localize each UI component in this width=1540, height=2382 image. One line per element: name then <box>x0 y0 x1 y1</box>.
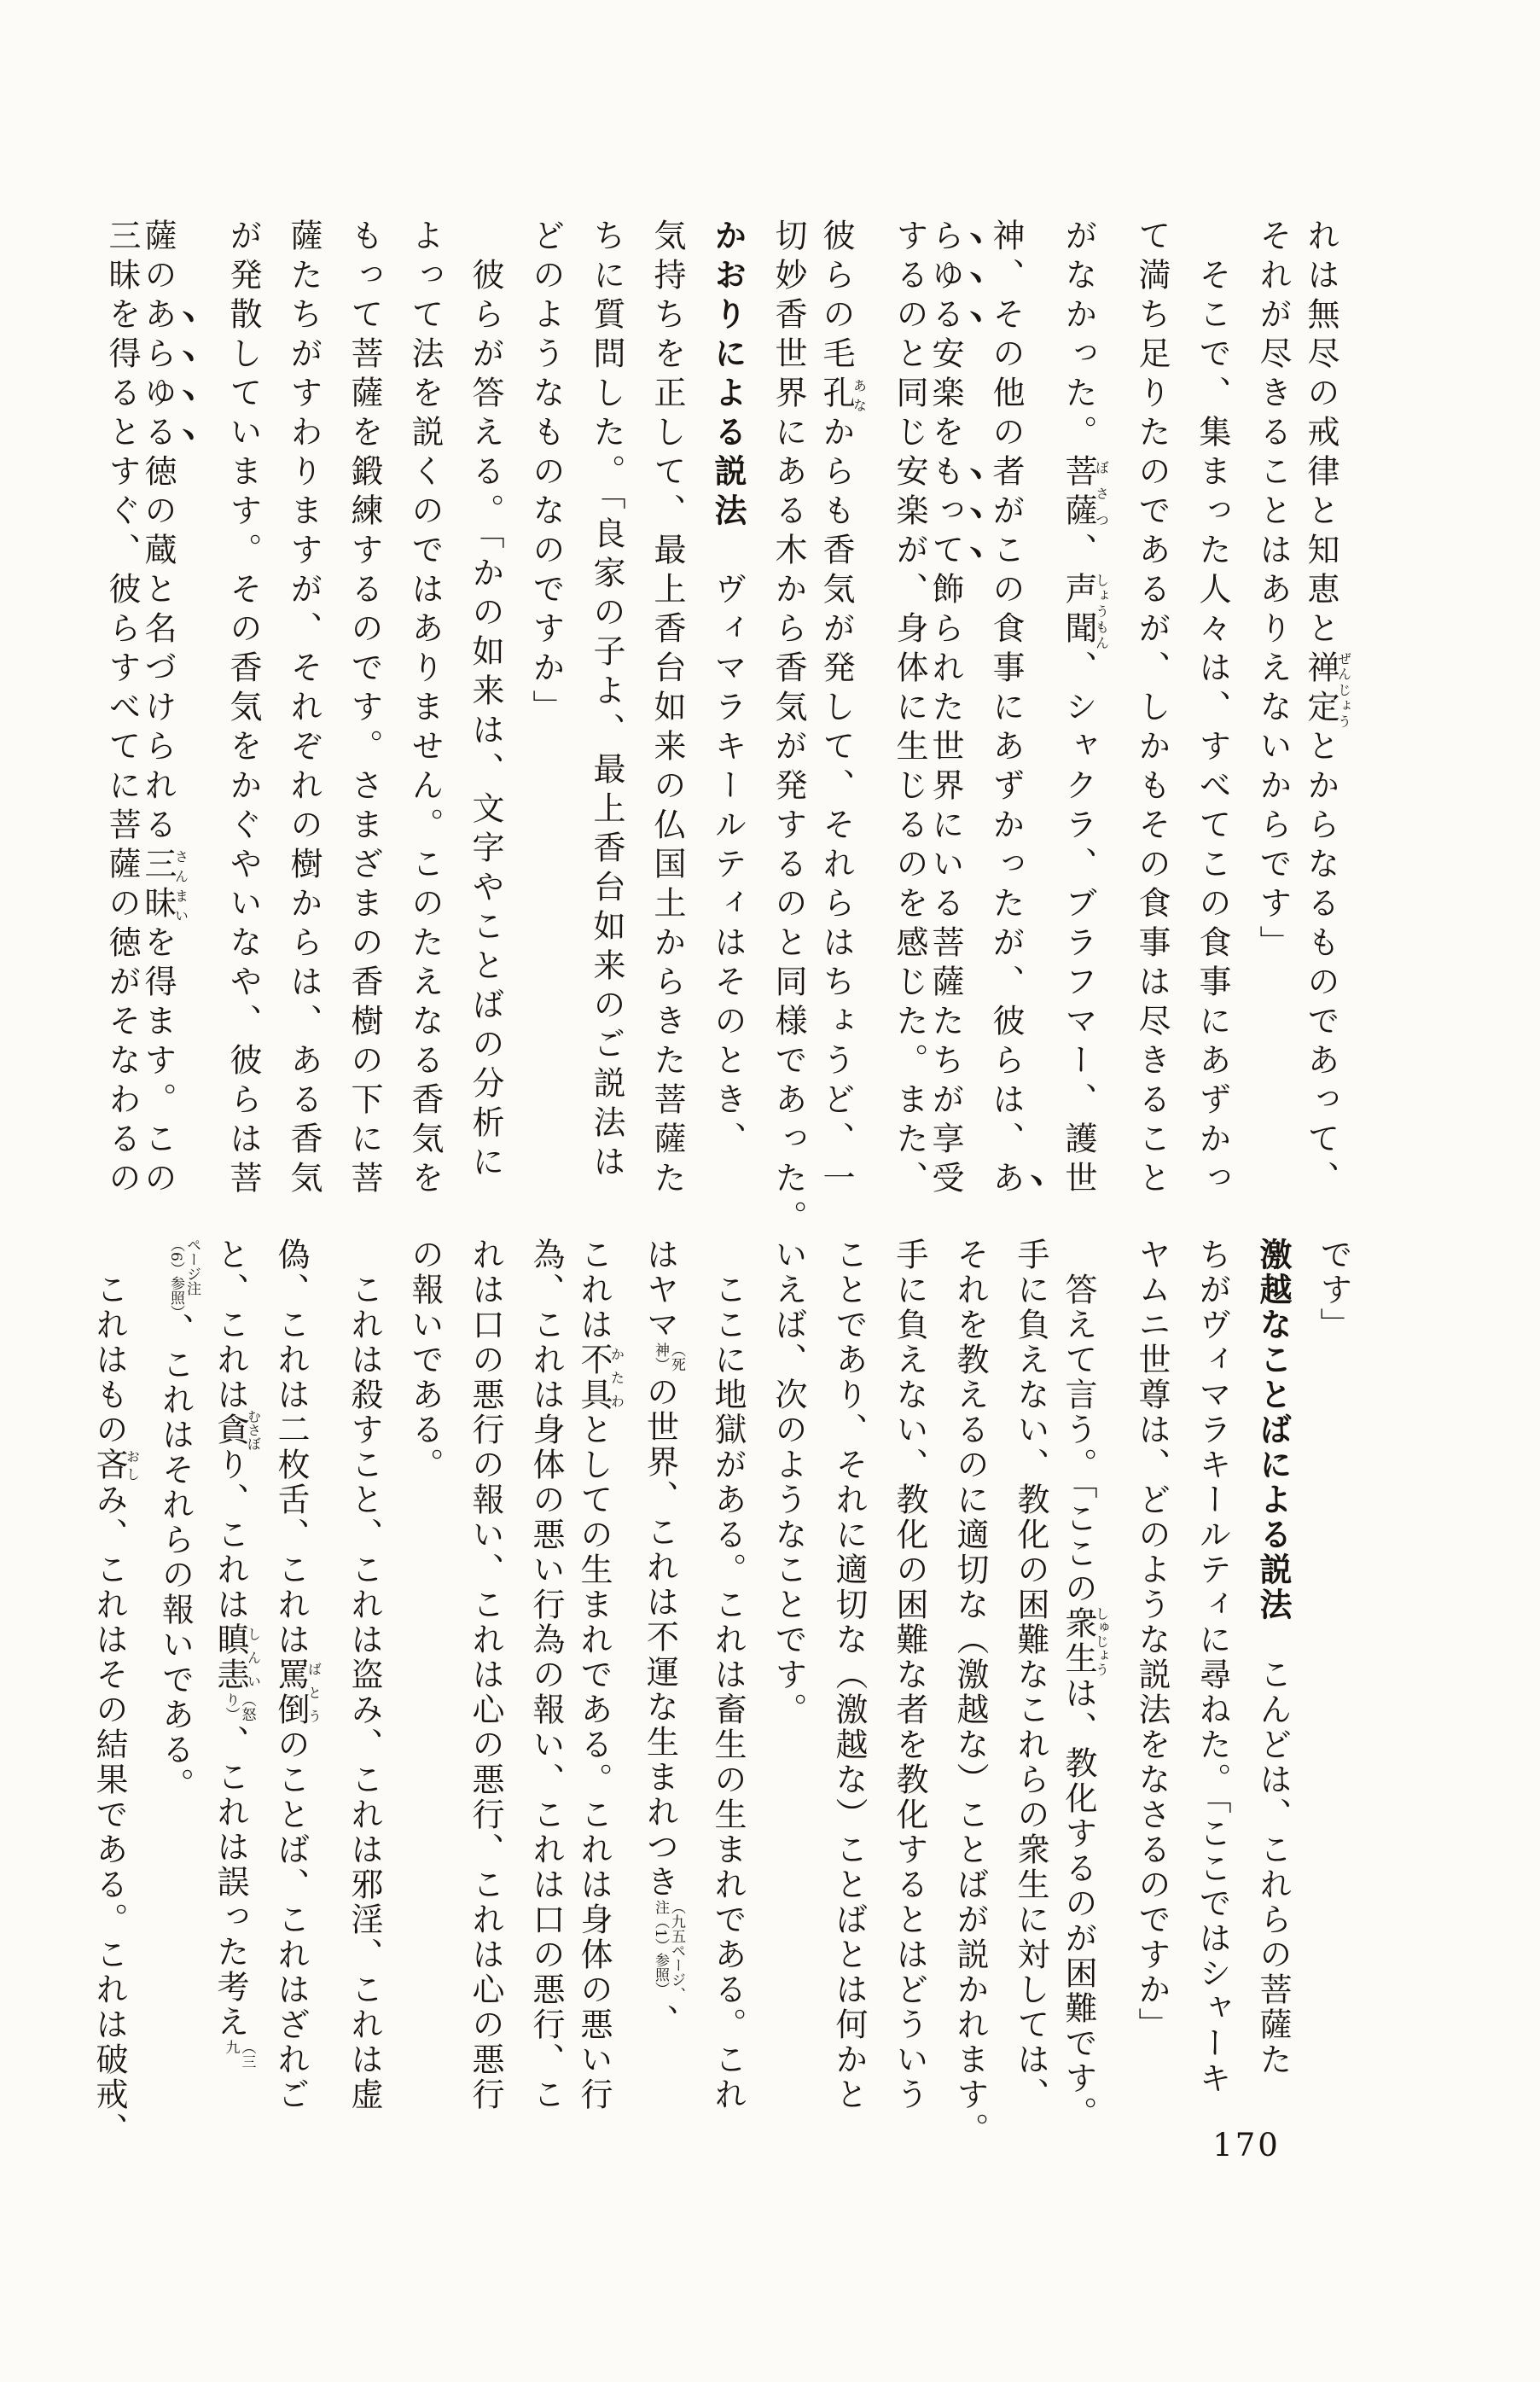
text-run: そこで、集まった人々は、すべてこの食事にあずかっ <box>1194 258 1231 1200</box>
text-column <box>1195 1238 1229 2142</box>
text-column <box>139 218 200 1238</box>
text-column <box>951 1238 989 2147</box>
ruby-word: 禅定ぜんじょう <box>1302 650 1352 729</box>
text-run: 神、その他の者がこの食事にあずかったが、彼らは、 <box>987 218 1025 1161</box>
text-run: はヤマ <box>641 1238 679 1342</box>
text-run: ヴィマラキールティはそのとき、 <box>709 533 747 1161</box>
text-column <box>1195 218 1229 1238</box>
inline-note: （死神） <box>652 1342 685 1372</box>
ruby-word: 孔あな <box>817 376 868 415</box>
text-column <box>1135 218 1169 1238</box>
text-column <box>641 1238 685 2142</box>
text-run: が発散しています。その香気をかぐやいなや、彼らは菩 <box>224 218 262 1200</box>
text-run: からも香気が発して、それらはちょうど、一 <box>817 415 855 1200</box>
text-run: 気持ちを正して、最上香台如来の仏国土からきた菩薩た <box>648 218 686 1200</box>
ruby-word: 吝おし <box>90 1447 141 1482</box>
text-run: とからなるものであって、 <box>1302 729 1340 1200</box>
text-column <box>1014 1238 1048 2142</box>
text-column <box>711 1238 745 2142</box>
text-column <box>590 218 624 1238</box>
text-column <box>226 218 260 1238</box>
text-run: 安楽を <box>927 336 964 454</box>
text-run: 、シャクラ、ブラフマー、護世 <box>1060 650 1097 1200</box>
upper-text-block <box>105 218 1351 1238</box>
text-run: これはもの <box>90 1273 128 1447</box>
text-column <box>105 218 139 1238</box>
ruby-word: 不具かたわ <box>575 1342 625 1412</box>
text-run: これは <box>575 1238 613 1342</box>
text-run: 手に負えない、教化の困難な者を教化するとはどういう <box>891 1238 928 2112</box>
text-run: どのようなものなのですか」 <box>527 218 565 729</box>
text-run: れは口の悪行の報い、これは心の悪行、これは心の悪行 <box>467 1238 504 2112</box>
text-run: のことば、これはざれご <box>272 1727 310 2112</box>
text-run: 為、これは身体の悪い行為の報い、これは口の悪行、こ <box>527 1238 565 2112</box>
text-column <box>1256 218 1290 1238</box>
text-column <box>987 218 1048 1238</box>
text-column <box>1256 1238 1290 2142</box>
emphasized-text: あらゆる <box>139 297 177 454</box>
inline-note: （三九 <box>222 2040 256 2069</box>
text-run: ここに地獄がある。これは畜生の生まれである。これ <box>709 1273 747 2112</box>
text-run: もって菩薩を鍛練するのです。さまざまの香樹の下に菩 <box>346 218 383 1200</box>
text-column <box>650 218 684 1238</box>
text-run: 彼らが答える。「かの如来は、文字やことばの分析に <box>467 258 504 1184</box>
text-run: ことであり、それに適切な（激越な）ことばとは何かと <box>830 1238 868 2112</box>
text-column <box>287 218 321 1238</box>
text-run: 切妙香世界にある木から香気が発するのと同様であった。 <box>770 218 807 1239</box>
text-run: 手に負えない、教化の困難なこれらの衆生に対しては、 <box>1012 1238 1049 2112</box>
text-column <box>927 218 987 1238</box>
text-run: ヤムニ世尊は、どのような説法をなさるのですか」 <box>1133 1238 1171 2042</box>
ruby-word: 菩薩ぼさつ <box>1060 454 1110 533</box>
inline-note: ページ注（6）参照） <box>167 1238 200 1319</box>
text-run: 薩たちがすわりますが、それぞれの樹からは、ある香気 <box>285 218 323 1200</box>
section-heading-kaori: かおりによる説法 <box>709 218 747 533</box>
text-column <box>408 1238 442 2142</box>
text-column <box>408 218 442 1238</box>
text-run: これは殺すこと、これは盗み、これは邪淫、これは虚 <box>346 1273 383 2112</box>
inline-note: （九五ページ、注（1）参照） <box>652 1900 685 2001</box>
text-column <box>347 1238 381 2142</box>
text-run: 飾られた世界にいる菩薩たちが享受 <box>927 572 964 1200</box>
section-heading-gekietsu: 激越なことばによる説法 <box>1254 1238 1292 1622</box>
ruby-word: 三昧さんまい <box>139 847 189 925</box>
text-run: それを教えるのに適切な（激越な）ことばが説かれます。 <box>951 1238 989 2147</box>
text-run: 、これはそれらの報いである。 <box>156 1313 195 1803</box>
text-column <box>468 1238 503 2142</box>
text-run: み、これはその結果である。これは破戒、 <box>90 1482 128 2147</box>
text-run: よって法を説くのではありません。このたえなる香気を <box>406 218 444 1200</box>
inline-note: （怒り） <box>222 1692 256 1721</box>
text-run: の報いである。 <box>406 1238 444 1482</box>
text-run: 、 <box>641 2004 679 2039</box>
text-column <box>892 218 927 1238</box>
ruby-word: 瞋恚しんい <box>212 1622 262 1692</box>
text-run: です」 <box>1315 1238 1352 1342</box>
text-run: 彼らの毛 <box>817 218 855 376</box>
text-column <box>892 1238 927 2142</box>
text-run: するのと同じ安楽が、身体に生じるのを感じた。また、 <box>891 218 928 1200</box>
ruby-word: 声聞しょうもん <box>1060 572 1110 650</box>
text-column <box>156 1238 200 2142</box>
text-column <box>817 218 868 1238</box>
text-run: ちがヴィマラキールティに尋ねた。「ここではシャーキ <box>1194 1238 1231 2096</box>
text-column <box>529 218 563 1238</box>
text-column <box>575 1238 625 2142</box>
text-run: と、これは <box>212 1238 249 1412</box>
emphasized-text: らゆる <box>927 218 964 336</box>
text-run: 偽、これは二枚舌、これは <box>272 1238 310 1657</box>
text-column <box>771 1238 805 2142</box>
text-run: いえば、次のようなことです。 <box>770 1238 807 1727</box>
text-column <box>1316 1238 1351 2142</box>
text-column <box>212 1238 262 2142</box>
text-run: を得ます。この <box>139 925 177 1200</box>
text-column <box>771 218 805 1238</box>
text-run: ちに質問した。「良家の子よ、最上香台如来のご説法は <box>588 218 625 1184</box>
text-column <box>468 218 503 1238</box>
text-run: り、これは <box>212 1447 249 1622</box>
text-column <box>1135 1238 1169 2142</box>
text-run: 三昧を得るとすぐ、彼らすべてに菩薩の徳がそなわるの <box>103 218 141 1200</box>
emphasized-text: あ <box>987 1161 1025 1200</box>
page-number: 170 <box>1212 2127 1281 2164</box>
text-run: こんどは、これらの菩薩た <box>1254 1622 1292 2077</box>
text-run: がなかった。 <box>1060 218 1097 454</box>
text-column <box>272 1238 323 2142</box>
text-column <box>1302 218 1352 1238</box>
text-run: の世界、これは不運な生まれつき <box>641 1375 679 1900</box>
text-run: 答えて言う。「ここの <box>1060 1273 1097 1606</box>
text-run: は、教化するのが困難です。 <box>1060 1676 1097 2131</box>
ruby-word: 貪むさぼ <box>212 1409 262 1451</box>
text-column <box>1060 218 1110 1238</box>
text-column <box>832 1238 866 2142</box>
text-column <box>711 218 745 1238</box>
text-column <box>529 1238 563 2142</box>
text-run: て満ち足りたのであるが、しかもその食事は尽きること <box>1133 218 1171 1200</box>
text-run: 、 <box>1060 533 1097 572</box>
ruby-word: 罵倒ばとう <box>272 1657 323 1727</box>
text-run: としての生まれである。これは身体の悪い行 <box>575 1412 613 2112</box>
text-column <box>90 1238 141 2147</box>
ruby-word: 衆生しゅじょう <box>1060 1606 1110 1676</box>
emphasized-text: もって <box>927 454 964 572</box>
text-column <box>1060 1238 1110 2142</box>
text-run: れは無尽の戒律と知恵と <box>1302 218 1340 650</box>
text-column <box>347 218 381 1238</box>
text-run: 薩の <box>139 218 177 297</box>
text-run: それが尽きることはありえないからです」 <box>1254 218 1292 964</box>
text-run: 徳の蔵と名づけられる <box>139 454 177 847</box>
text-run: 、これは誤った考え <box>212 1725 249 2040</box>
